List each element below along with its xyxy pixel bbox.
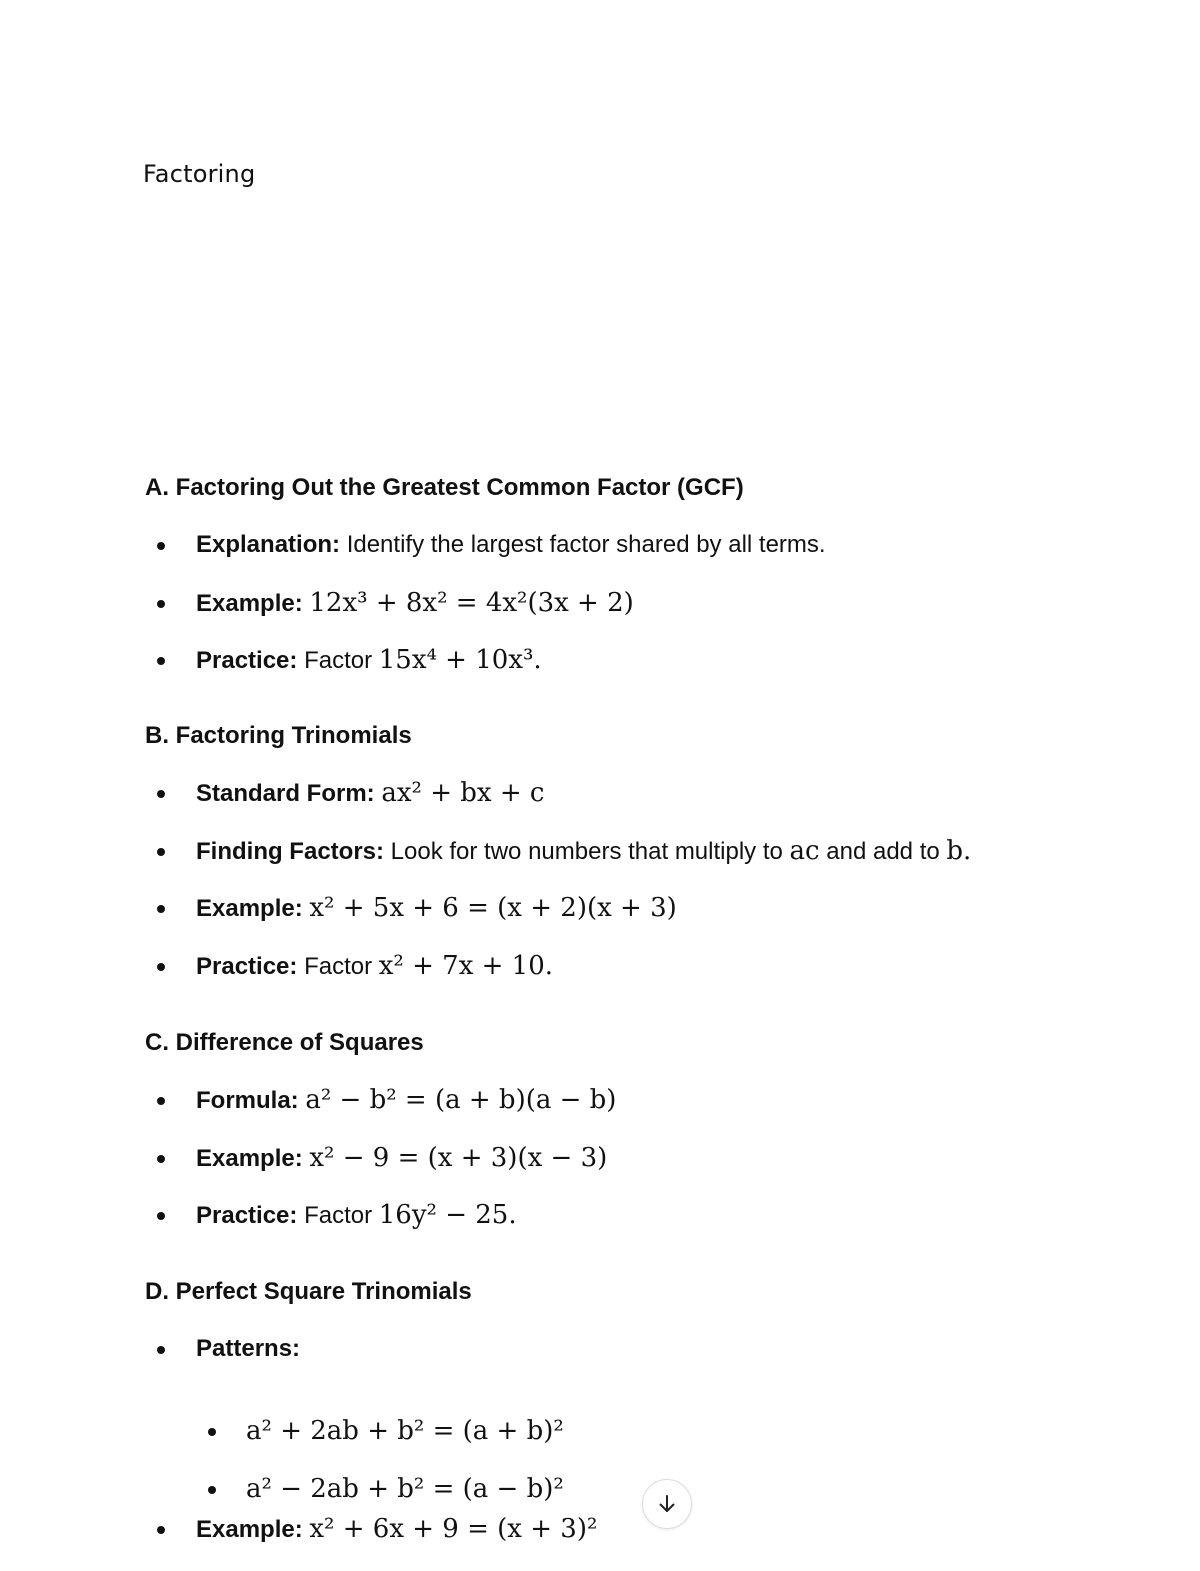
math-expression: x² − 9 = (x + 3)(x − 3) xyxy=(309,1142,608,1173)
item-label: Example: xyxy=(196,895,303,922)
bullet-list xyxy=(145,1333,1145,1391)
arrow-down-icon xyxy=(656,1493,678,1515)
item-label: Standard Form: xyxy=(196,780,375,807)
list-item xyxy=(145,777,1145,835)
section-perfect-square-trinomials xyxy=(145,1276,1145,1544)
math-expression: x² + 5x + 6 = (x + 2)(x + 3) xyxy=(309,893,677,923)
math-expression: 12x³ + 8x² = 4x²(3x + 2) xyxy=(309,587,634,618)
item-label: Patterns: xyxy=(196,1335,301,1362)
section-heading: A. Factoring Out the Greatest Common Factor (GCF) xyxy=(145,474,744,501)
section-trinomials xyxy=(145,720,1145,1007)
scroll-down-button[interactable] xyxy=(642,1479,692,1529)
list-item xyxy=(145,1142,1145,1200)
list-item xyxy=(145,587,1145,645)
list-item xyxy=(145,1513,597,1571)
list-item xyxy=(246,1415,564,1473)
item-label: Example: xyxy=(196,1516,303,1543)
list-item xyxy=(145,1084,1145,1142)
section-difference-of-squares xyxy=(145,1027,1145,1257)
section-heading: D. Perfect Square Trinomials xyxy=(145,1278,472,1305)
item-label: Finding Factors: xyxy=(196,837,384,865)
list-item xyxy=(145,950,1145,1008)
item-text: and add to xyxy=(826,837,940,865)
list-item xyxy=(145,529,1145,587)
item-label: Example: xyxy=(196,1144,303,1172)
math-expression: 16y² − 25. xyxy=(378,1200,517,1230)
list-item xyxy=(145,835,1145,893)
item-text: Factor xyxy=(304,952,373,980)
document-title: Factoring xyxy=(143,160,256,188)
math-expression: b. xyxy=(946,835,972,866)
item-label: Explanation: xyxy=(196,531,341,558)
item-text: Identify the largest factor shared by all terms. xyxy=(346,531,826,558)
math-expression: ax² + bx + c xyxy=(381,778,545,808)
item-label: Practice: xyxy=(196,952,298,980)
section-gcf xyxy=(145,472,1145,702)
math-expression: ac xyxy=(789,835,820,866)
section-heading: B. Factoring Trinomials xyxy=(145,722,412,749)
bullet-list xyxy=(145,777,1145,1007)
math-expression: x² + 6x + 9 = (x + 3)² xyxy=(309,1514,598,1544)
math-expression: a² + 2ab + b² = (a + b)² xyxy=(246,1416,564,1446)
math-expression: x² + 7x + 10. xyxy=(378,950,554,981)
item-label: Practice: xyxy=(196,647,298,674)
item-label: Formula: xyxy=(196,1087,299,1114)
section-heading: C. Difference of Squares xyxy=(145,1029,424,1056)
math-expression: a² − 2ab + b² = (a − b)² xyxy=(246,1473,564,1504)
item-text: Factor xyxy=(304,647,373,674)
item-label: Practice: xyxy=(196,1202,298,1229)
math-expression: 15x⁴ + 10x³. xyxy=(378,645,542,675)
list-item xyxy=(145,1333,1145,1391)
item-text: Factor xyxy=(304,1202,373,1229)
list-item xyxy=(145,644,1145,702)
bullet-list xyxy=(145,1084,1145,1257)
item-text: Look for two numbers that multiply to xyxy=(390,837,783,865)
list-item xyxy=(145,1199,1145,1257)
item-label: Example: xyxy=(196,589,303,617)
math-expression: a² − b² = (a + b)(a − b) xyxy=(305,1085,617,1115)
bullet-list xyxy=(145,529,1145,702)
bullet-list xyxy=(145,1513,597,1571)
list-item xyxy=(145,892,1145,950)
